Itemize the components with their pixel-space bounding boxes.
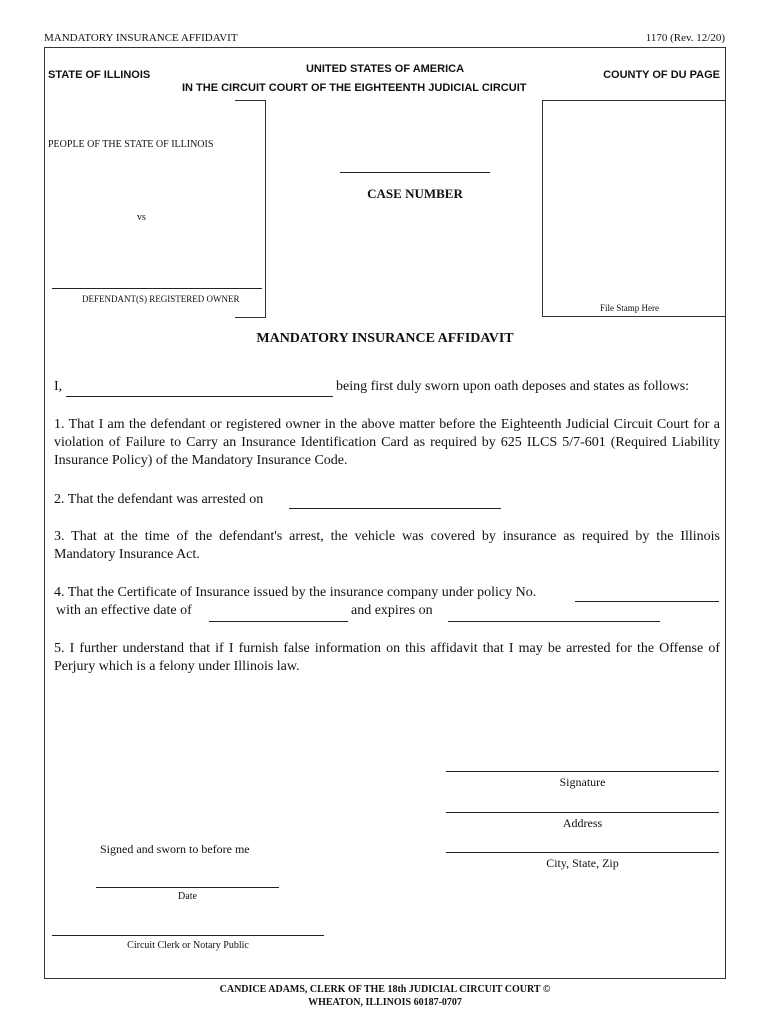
signature-line[interactable] [446, 771, 719, 772]
sworn-date-line[interactable] [96, 887, 279, 888]
item-5: 5. I further understand that if I furnish false information on this affidavit that I may be arrested for the Offense of Perjury which is a felony under Illinois law. [54, 641, 720, 674]
address-label: Address [562, 816, 603, 830]
intro-prefix: I, [54, 379, 63, 394]
notary-label: Circuit Clerk or Notary Public [127, 940, 249, 951]
item-1: 1. That I am the defendant or registered owner in the above matter before the Eighteenth Judicial Circuit Court for a violation of Failure to Carry an Insurance Identification Card as required by 625 ILCS 5/7-601 (Required Liability Insurance Policy) of the Mandatory Insurance Code. [54, 417, 720, 468]
item-4-line-1: 4. That the Certificate of Insurance issued by the insurance company under policy No. [54, 585, 537, 600]
circuit-label: IN THE CIRCUIT COURT OF THE EIGHTEENTH JUDICIAL CIRCUIT [182, 82, 527, 94]
state-label: STATE OF ILLINOIS [48, 69, 151, 81]
county-label: COUNTY OF DU PAGE [603, 69, 720, 81]
notary-line[interactable] [52, 935, 324, 936]
item-2: 2. That the defendant was arrested on [54, 492, 264, 507]
expiration-date-line[interactable] [448, 621, 660, 622]
date-label: Date [178, 891, 197, 902]
signature-label: Signature [559, 775, 606, 789]
plaintiff-name: PEOPLE OF THE STATE OF ILLINOIS [48, 139, 214, 150]
item-3: 3. That at the time of the defendant's arrest, the vehicle was covered by insurance as required by the Illinois Mandatory Insurance Act. [54, 529, 720, 562]
intro-suffix: being first duly sworn upon oath deposes and states as follows: [336, 379, 690, 394]
city-state-zip-label: City, State, Zip [546, 856, 619, 870]
form-number: 1170 (Rev. 12/20) [645, 32, 725, 44]
form-title-header: MANDATORY INSURANCE AFFIDAVIT [44, 32, 238, 44]
caption-box [235, 100, 266, 318]
policy-number-line[interactable] [575, 601, 719, 602]
arrest-date-line[interactable] [289, 508, 501, 509]
footer-address: WHEATON, ILLINOIS 60187-0707 [308, 997, 462, 1008]
case-number-line[interactable] [340, 172, 490, 173]
file-stamp-box [542, 100, 725, 317]
footer-clerk: CANDICE ADAMS, CLERK OF THE 18th JUDICIAL CIRCUIT COURT © [219, 984, 551, 995]
file-stamp-label: File Stamp Here [600, 303, 659, 313]
affiant-name-line[interactable] [66, 396, 333, 397]
nation-label: UNITED STATES OF AMERICA [305, 63, 465, 75]
case-number-label: CASE NUMBER [367, 186, 463, 201]
item-4-expires-label: and expires on [351, 603, 433, 618]
address-line[interactable] [446, 812, 719, 813]
vs-label: vs [137, 212, 146, 223]
effective-date-line[interactable] [209, 621, 348, 622]
defendant-label: DEFENDANT(S) REGISTERED OWNER [82, 294, 240, 304]
defendant-line[interactable] [52, 288, 262, 289]
sworn-label: Signed and sworn to before me [100, 842, 250, 856]
affidavit-title: MANDATORY INSURANCE AFFIDAVIT [256, 331, 514, 346]
item-4-effective-label: with an effective date of [56, 603, 192, 618]
city-state-zip-line[interactable] [446, 852, 719, 853]
